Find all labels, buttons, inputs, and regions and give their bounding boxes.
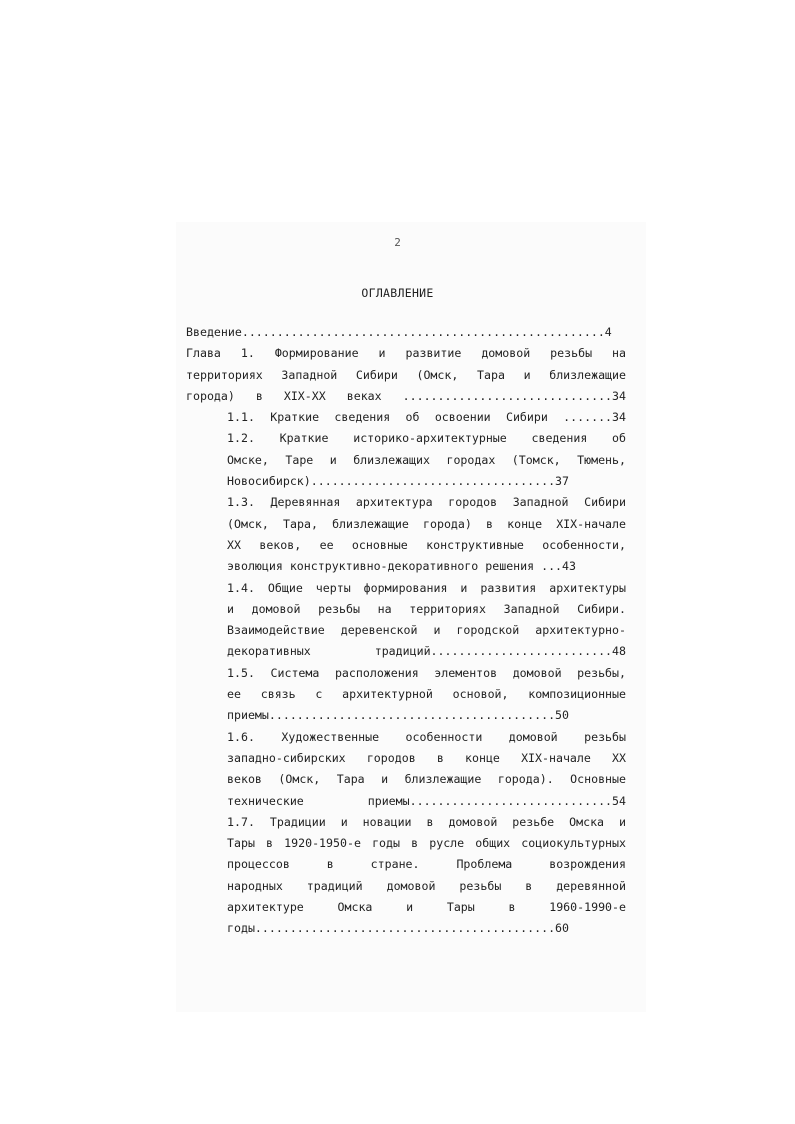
toc-line: и домовой резьбы на территориях Западной Сибири. (227, 601, 626, 616)
toc-line: процессов в стране. Проблема возрождения (227, 857, 626, 872)
toc-entry (186, 407, 626, 428)
toc-line: Омске, Таре и близлежащих городах (Томск, Тюмень, (227, 452, 626, 467)
page-title: ОГЛАВЛЕНИЕ (361, 286, 434, 300)
toc-entry (186, 578, 626, 663)
toc-entry (186, 343, 626, 407)
toc-line: Новосибирск)...................................37 (227, 474, 570, 489)
toc-line: эволюция конструктивно-декоративного решения ...43 (227, 559, 577, 574)
toc-line: веков (Омск, Тара и близлежащие города). Основные (227, 772, 626, 787)
toc-entry (186, 663, 626, 727)
toc-line: Взаимодействие деревенской и городской архитектурно- (227, 623, 626, 638)
toc-line: XX веков, ее основные конструктивные особенности, (227, 537, 626, 552)
toc-line: архитектуре Омска и Тары в 1960-1990-е (227, 900, 626, 915)
toc-line: 1.1. Краткие сведения об освоении Сибири .......34 (227, 410, 626, 425)
toc-line: ее связь с архитектурной основой, композиционные (227, 687, 626, 702)
toc-line: западно-сибирских городов в конце XIX-начале XX (227, 750, 626, 765)
toc-entry (186, 727, 626, 812)
toc-line: 1.4. Общие черты формирования и развития архитектуры (227, 580, 626, 595)
toc-line: 1.6. Художественные особенности домовой резьбы (227, 729, 626, 744)
toc-line: 1.5. Система расположения элементов домовой резьбы, (227, 665, 626, 680)
table-of-contents (186, 322, 626, 940)
toc-line: Введение....................................................4 (186, 325, 612, 339)
toc-line: народных традиций домовой резьбы в деревянной (227, 878, 626, 893)
toc-line: 1.7. Традиции и новации в домовой резьбе Омска и (227, 814, 626, 829)
toc-line: Тары в 1920-1950-е годы в русле общих социокультурных (227, 836, 626, 851)
toc-line: Глава 1. Формирование и развитие домовой резьбы на (186, 346, 626, 361)
toc-line: города) в XIX-XX веках ..............................34 (186, 388, 626, 403)
toc-line: 1.2. Краткие историко-архитектурные сведения об (227, 431, 626, 446)
toc-line: годы...........................................60 (227, 921, 570, 936)
toc-line: приемы.........................................50 (227, 708, 570, 723)
toc-entry (186, 428, 626, 492)
toc-entry (186, 812, 626, 940)
toc-line: территориях Западной Сибири (Омск, Тара и близлежащие (186, 367, 626, 382)
toc-line: (Омск, Тара, близлежащие города) в конце XIX-начале (227, 516, 626, 531)
toc-line: декоративных традиций..........................48 (227, 644, 626, 659)
toc-line: 1.3. Деревянная архитектура городов Западной Сибири (227, 495, 626, 510)
toc-entry (186, 322, 626, 343)
page-number: 2 (394, 236, 401, 249)
toc-line: технические приемы.............................54 (227, 793, 626, 808)
toc-entry (186, 492, 626, 577)
